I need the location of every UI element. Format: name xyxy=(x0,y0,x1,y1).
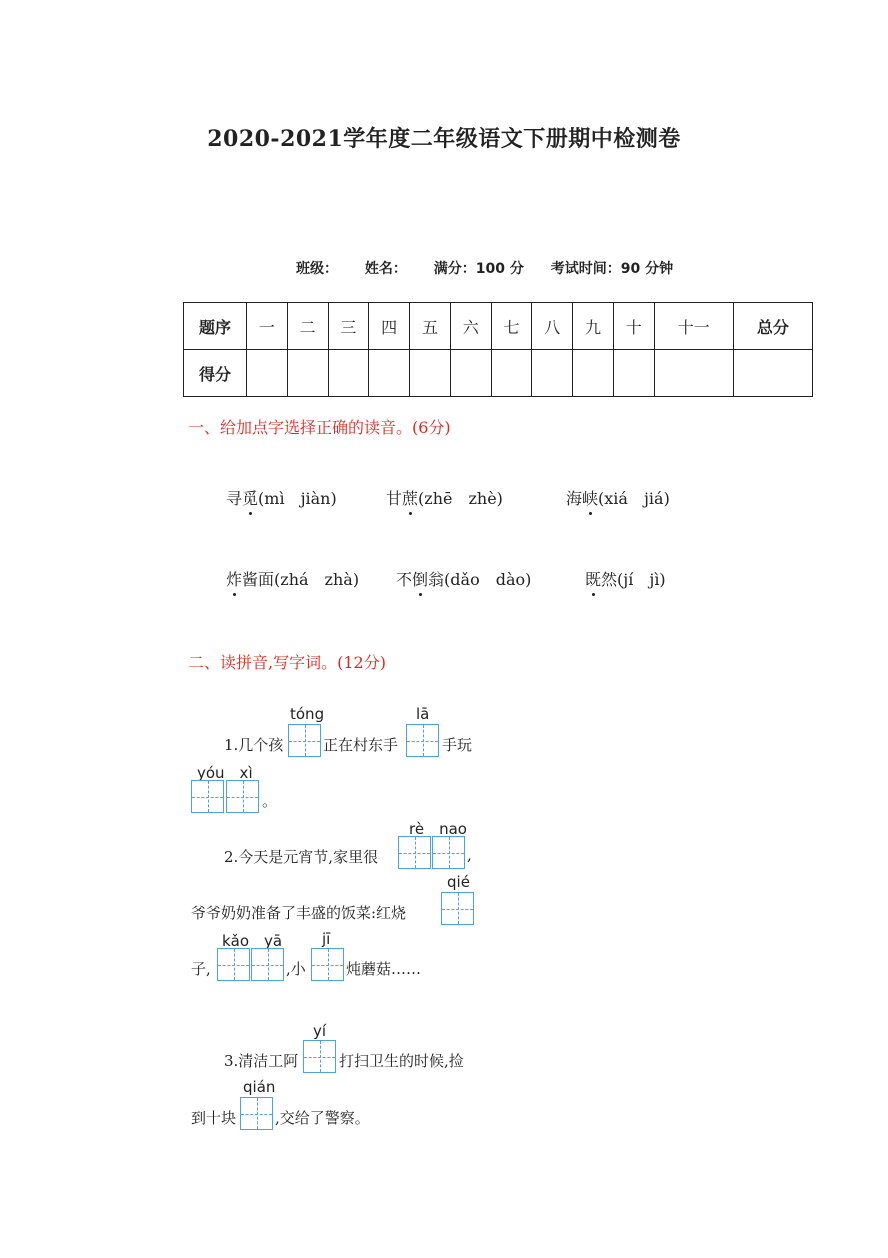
pinyin-options[interactable]: (mì jiàn) xyxy=(258,489,337,508)
score-cell[interactable] xyxy=(491,350,532,397)
pinyin-options[interactable]: (zhē zhè) xyxy=(418,489,503,508)
pinyin-qie: qié xyxy=(447,873,470,891)
dotted-char: 既 xyxy=(585,567,601,590)
column-header: 九 xyxy=(573,303,614,350)
writing-box[interactable] xyxy=(406,724,439,757)
score-cell-total[interactable] xyxy=(733,350,812,397)
score-cell[interactable] xyxy=(450,350,491,397)
q2-text-f: 炖蘑菇…… xyxy=(346,960,422,978)
score-cell[interactable] xyxy=(247,350,288,397)
score-cell[interactable] xyxy=(328,350,369,397)
writing-box[interactable] xyxy=(288,724,321,757)
pinyin-options[interactable]: (jí jì) xyxy=(617,570,666,589)
item-text: 酱面 xyxy=(242,570,275,589)
writing-box[interactable] xyxy=(217,948,250,981)
q2-text-a: 2.今天是元宵节,家里很 xyxy=(224,848,379,866)
column-header: 三 xyxy=(328,303,369,350)
q3-text-b: 打扫卫生的时候,捡 xyxy=(339,1052,464,1070)
writing-box[interactable] xyxy=(441,892,474,925)
q2-text-c: 爷爷奶奶准备了丰盛的饭菜:红烧 xyxy=(191,904,407,922)
column-header: 八 xyxy=(532,303,573,350)
pinyin-options[interactable]: (zhá zhà) xyxy=(274,570,360,589)
q2-text-d: 子, xyxy=(191,960,211,978)
pronunciation-item xyxy=(226,567,359,590)
pinyin-la: lā xyxy=(416,705,430,723)
column-header: 一 xyxy=(247,303,288,350)
score-cell[interactable] xyxy=(654,350,733,397)
score-cell[interactable] xyxy=(410,350,451,397)
q3-text-a: 3.清洁工阿 xyxy=(224,1052,299,1070)
writing-box[interactable] xyxy=(191,780,224,813)
item-text: 海 xyxy=(566,489,583,508)
exam-time: 考试时间：90 分钟 xyxy=(550,261,674,277)
q3-text-c: 到十块 xyxy=(191,1109,237,1127)
pinyin-ji: jī xyxy=(322,930,331,948)
dotted-char: 炸 xyxy=(226,567,242,590)
item-text: 翁 xyxy=(428,570,445,589)
score-table-score-row xyxy=(184,350,813,397)
score-cell[interactable] xyxy=(573,350,614,397)
class-label: 班级： xyxy=(296,261,338,277)
pinyin-youxi: yóu xì xyxy=(197,764,253,782)
exam-info xyxy=(296,258,695,278)
writing-box[interactable] xyxy=(240,1097,273,1130)
item-text: 然 xyxy=(601,570,618,589)
writing-box[interactable] xyxy=(226,780,259,813)
column-header: 十一 xyxy=(654,303,733,350)
row-header-order: 题序 xyxy=(184,303,247,350)
score-cell[interactable] xyxy=(287,350,328,397)
full-score: 满分：100 分 xyxy=(433,261,524,277)
q1-text-b: 正在村东手 xyxy=(323,736,399,754)
writing-box[interactable] xyxy=(251,948,284,981)
pinyin-kaoya: kǎo yā xyxy=(222,932,283,950)
item-text: 甘 xyxy=(386,489,403,508)
pronunciation-item xyxy=(386,486,503,509)
score-table-header-row xyxy=(184,303,813,350)
item-text: 寻 xyxy=(226,489,243,508)
score-cell[interactable] xyxy=(369,350,410,397)
dotted-char: 觅 xyxy=(242,486,258,509)
column-header-total: 总分 xyxy=(733,303,812,350)
writing-box[interactable] xyxy=(432,836,465,869)
q2-text-e: ,小 xyxy=(286,960,306,978)
q3-text-d: ,交给了警察。 xyxy=(275,1109,370,1127)
column-header: 四 xyxy=(369,303,410,350)
pinyin-tong: tóng xyxy=(290,705,325,723)
dotted-char: 倒 xyxy=(412,567,428,590)
q2-text-b: , xyxy=(467,846,472,864)
pronunciation-item xyxy=(226,486,337,509)
pinyin-options[interactable]: (xiá jiá) xyxy=(598,489,670,508)
section2-heading: 二、读拼音,写字词。(12分) xyxy=(188,653,386,672)
q1-text-d: 。 xyxy=(262,792,278,810)
pinyin-qian: qián xyxy=(243,1078,276,1096)
writing-box[interactable] xyxy=(311,948,344,981)
score-cell[interactable] xyxy=(532,350,573,397)
dotted-char: 峡 xyxy=(582,486,598,509)
column-header: 七 xyxy=(491,303,532,350)
q1-text-a: 1.几个孩 xyxy=(224,736,284,754)
item-text: 不 xyxy=(396,570,413,589)
pronunciation-item xyxy=(566,486,670,509)
column-header: 六 xyxy=(450,303,491,350)
section1-heading: 一、给加点字选择正确的读音。(6分) xyxy=(188,418,451,437)
score-cell[interactable] xyxy=(613,350,654,397)
page-title: 2020-2021学年度二年级语文下册期中检测卷 xyxy=(207,126,681,152)
dotted-char: 蔗 xyxy=(402,486,418,509)
writing-box[interactable] xyxy=(303,1040,336,1073)
q1-text-c: 手玩 xyxy=(442,736,473,754)
pronunciation-item xyxy=(396,567,531,590)
column-header: 五 xyxy=(410,303,451,350)
pronunciation-item xyxy=(585,567,666,590)
score-table xyxy=(183,302,813,397)
name-label: 姓名： xyxy=(364,261,407,277)
row-header-score: 得分 xyxy=(184,350,247,397)
writing-box[interactable] xyxy=(398,836,431,869)
pinyin-yi: yí xyxy=(313,1022,327,1040)
column-header: 十 xyxy=(613,303,654,350)
pinyin-renao: rè nao xyxy=(409,820,467,838)
pinyin-options[interactable]: (dǎo dào) xyxy=(444,570,532,589)
column-header: 二 xyxy=(287,303,328,350)
